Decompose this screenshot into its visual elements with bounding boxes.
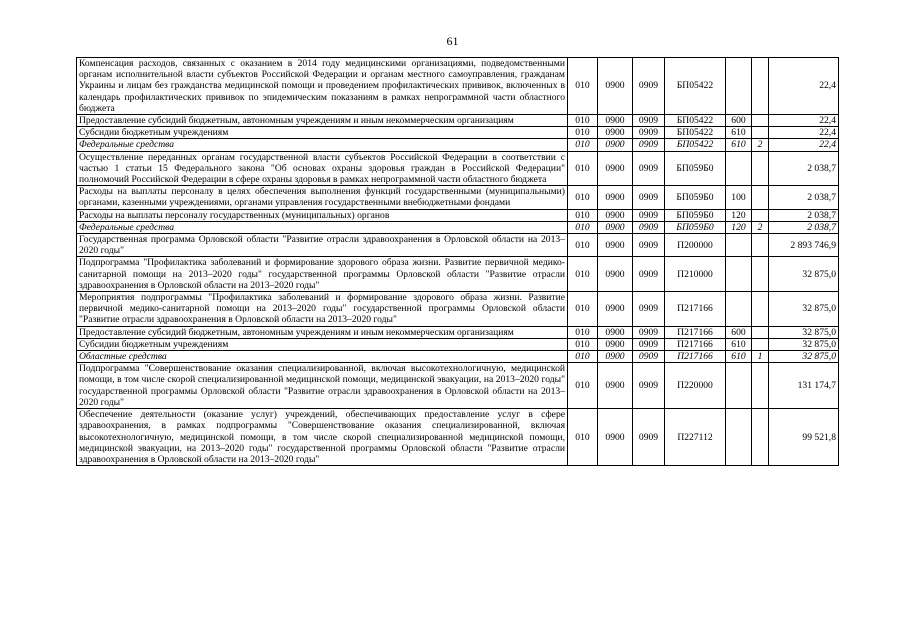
row-name-cell: Подпрограмма "Совершенствование оказания специализированной, включая высокотехнологичную, медицинской помощи, в том числе скорой специализированной медицинской помощи, медицинской эвакуации, на 2013–2020 годы" государственной программы Орловской области "Развитие отрасли здравоохранения в Орловской области на 2013–2020 годы" bbox=[77, 363, 568, 409]
funding-source-cell bbox=[752, 363, 769, 409]
table-row bbox=[77, 186, 839, 209]
amount-cell: 32 875,0 bbox=[769, 292, 839, 327]
expense-type-cell bbox=[726, 409, 752, 466]
funding-source-cell bbox=[752, 234, 769, 257]
subsection-code-cell: 0909 bbox=[633, 363, 665, 409]
expense-type-cell bbox=[726, 257, 752, 292]
expense-type-cell bbox=[726, 234, 752, 257]
row-name-cell: Компенсация расходов, связанных с оказанием в 2014 году медицинскими организациями, подведомственными органам исполнительной власти субъектов Российской Федерации и органам местного самоуправления, гражданам Украины и лицам без гражданства медицинской помощи и проведением профилактических прививок, включенных в календарь профилактических прививок по эпидемическим показаниям в рамках непрограммной части областного бюджета bbox=[77, 58, 568, 115]
subsection-code-cell: 0909 bbox=[633, 139, 665, 151]
section-code-cell: 0900 bbox=[598, 363, 633, 409]
expense-type-cell: 610 bbox=[726, 139, 752, 151]
table-row bbox=[77, 257, 839, 292]
target-item-cell: П217166 bbox=[665, 351, 726, 363]
section-code-cell: 0900 bbox=[598, 186, 633, 209]
section-code-cell: 0900 bbox=[598, 58, 633, 115]
row-name-cell: Подпрограмма "Профилактика заболеваний и формирование здорового образа жизни. Развитие первичной медико-санитарной помощи на 2013–2020 годы" государственной программы Орловской области "Развитие отрасли здравоохранения в Орловской области на 2013–2020 годы" bbox=[77, 257, 568, 292]
target-item-cell: БП05422 bbox=[665, 139, 726, 151]
expense-type-cell: 120 bbox=[726, 209, 752, 221]
table-row bbox=[77, 115, 839, 127]
subsection-code-cell: 0909 bbox=[633, 234, 665, 257]
admin-code-cell: 010 bbox=[568, 338, 598, 350]
funding-source-cell bbox=[752, 127, 769, 139]
amount-cell: 32 875,0 bbox=[769, 338, 839, 350]
section-code-cell: 0900 bbox=[598, 409, 633, 466]
target-item-cell: П217166 bbox=[665, 326, 726, 338]
section-code-cell: 0900 bbox=[598, 326, 633, 338]
table-row bbox=[77, 292, 839, 327]
table-row bbox=[77, 363, 839, 409]
table-row bbox=[77, 139, 839, 151]
admin-code-cell: 010 bbox=[568, 363, 598, 409]
amount-cell: 22,4 bbox=[769, 115, 839, 127]
admin-code-cell: 010 bbox=[568, 151, 598, 186]
amount-cell: 22,4 bbox=[769, 127, 839, 139]
table-row bbox=[77, 234, 839, 257]
expense-type-cell: 600 bbox=[726, 326, 752, 338]
table-row bbox=[77, 58, 839, 115]
admin-code-cell: 010 bbox=[568, 292, 598, 327]
row-name-cell: Мероприятия подпрограммы "Профилактика заболеваний и формирование здорового образа жизни. Развитие первичной медико-санитарной помощи на 2013–2020 годы" государственной программы Орловской области "Развитие отрасли здравоохранения в Орловской области на 2013–2020 годы" bbox=[77, 292, 568, 327]
target-item-cell: П217166 bbox=[665, 338, 726, 350]
subsection-code-cell: 0909 bbox=[633, 409, 665, 466]
admin-code-cell: 010 bbox=[568, 127, 598, 139]
amount-cell: 32 875,0 bbox=[769, 351, 839, 363]
admin-code-cell: 010 bbox=[568, 186, 598, 209]
section-code-cell: 0900 bbox=[598, 257, 633, 292]
expense-type-cell bbox=[726, 58, 752, 115]
amount-cell: 22,4 bbox=[769, 139, 839, 151]
budget-table bbox=[76, 57, 839, 466]
amount-cell: 2 893 746,9 bbox=[769, 234, 839, 257]
admin-code-cell: 010 bbox=[568, 351, 598, 363]
expense-type-cell: 100 bbox=[726, 186, 752, 209]
section-code-cell: 0900 bbox=[598, 221, 633, 233]
section-code-cell: 0900 bbox=[598, 234, 633, 257]
amount-cell: 99 521,8 bbox=[769, 409, 839, 466]
table-row bbox=[77, 326, 839, 338]
funding-source-cell bbox=[752, 292, 769, 327]
row-name-cell: Областные средства bbox=[77, 351, 568, 363]
admin-code-cell: 010 bbox=[568, 409, 598, 466]
row-name-cell: Федеральные средства bbox=[77, 139, 568, 151]
subsection-code-cell: 0909 bbox=[633, 58, 665, 115]
table-row bbox=[77, 409, 839, 466]
row-name-cell: Субсидии бюджетным учреждениям bbox=[77, 127, 568, 139]
expense-type-cell bbox=[726, 151, 752, 186]
subsection-code-cell: 0909 bbox=[633, 292, 665, 327]
subsection-code-cell: 0909 bbox=[633, 209, 665, 221]
subsection-code-cell: 0909 bbox=[633, 257, 665, 292]
expense-type-cell: 610 bbox=[726, 338, 752, 350]
target-item-cell: П227112 bbox=[665, 409, 726, 466]
admin-code-cell: 010 bbox=[568, 209, 598, 221]
admin-code-cell: 010 bbox=[568, 221, 598, 233]
table-row bbox=[77, 351, 839, 363]
section-code-cell: 0900 bbox=[598, 292, 633, 327]
target-item-cell: БП059Б0 bbox=[665, 186, 726, 209]
subsection-code-cell: 0909 bbox=[633, 127, 665, 139]
row-name-cell: Предоставление субсидий бюджетным, автономным учреждениям и иным некоммерческим организациям bbox=[77, 326, 568, 338]
subsection-code-cell: 0909 bbox=[633, 115, 665, 127]
table-row bbox=[77, 127, 839, 139]
row-name-cell: Расходы на выплаты персоналу государственных (муниципальных) органов bbox=[77, 209, 568, 221]
admin-code-cell: 010 bbox=[568, 326, 598, 338]
subsection-code-cell: 0909 bbox=[633, 326, 665, 338]
section-code-cell: 0900 bbox=[598, 139, 633, 151]
row-name-cell: Федеральные средства bbox=[77, 221, 568, 233]
expense-type-cell: 610 bbox=[726, 351, 752, 363]
target-item-cell: БП05422 bbox=[665, 58, 726, 115]
amount-cell: 32 875,0 bbox=[769, 326, 839, 338]
page-number: 61 bbox=[446, 34, 459, 48]
subsection-code-cell: 0909 bbox=[633, 338, 665, 350]
row-name-cell: Обеспечение деятельности (оказание услуг) учреждений, обеспечивающих предоставление услуг в сфере здравоохранения, в рамках подпрограммы "Совершенствование оказания специализированной, включая высокотехнологичную, медицинской помощи, в том числе скорой специализированной медицинской помощи, медицинской эвакуации, на 2013–2020 годы" государственной программы Орловской области "Развитие отрасли здравоохранения в Орловской области на 2013–2020 годы" bbox=[77, 409, 568, 466]
target-item-cell: П200000 bbox=[665, 234, 726, 257]
admin-code-cell: 010 bbox=[568, 58, 598, 115]
admin-code-cell: 010 bbox=[568, 257, 598, 292]
row-name-cell: Осуществление переданных органам государственной власти субъектов Российской Федерации в соответствии с частью 1 статьи 15 Федерального закона "Об основах охраны здоровья граждан в Российской Федерации" полномочий Российской Федерации в сфере охраны здоровья в рамках непрограммной части областного бюджета bbox=[77, 151, 568, 186]
funding-source-cell bbox=[752, 115, 769, 127]
target-item-cell: П220000 bbox=[665, 363, 726, 409]
amount-cell: 2 038,7 bbox=[769, 151, 839, 186]
target-item-cell: П217166 bbox=[665, 292, 726, 327]
funding-source-cell bbox=[752, 326, 769, 338]
funding-source-cell bbox=[752, 186, 769, 209]
target-item-cell: БП059Б0 bbox=[665, 221, 726, 233]
expense-type-cell bbox=[726, 363, 752, 409]
target-item-cell: БП059Б0 bbox=[665, 151, 726, 186]
table-row bbox=[77, 338, 839, 350]
funding-source-cell: 2 bbox=[752, 139, 769, 151]
row-name-cell: Государственная программа Орловской области "Развитие отрасли здравоохранения в Орловской области на 2013–2020 годы" bbox=[77, 234, 568, 257]
funding-source-cell bbox=[752, 409, 769, 466]
subsection-code-cell: 0909 bbox=[633, 186, 665, 209]
section-code-cell: 0900 bbox=[598, 351, 633, 363]
section-code-cell: 0900 bbox=[598, 115, 633, 127]
row-name-cell: Расходы на выплаты персоналу в целях обеспечения выполнения функций государственными (муниципальными) органами, казенными учреждениями, органами управления государственными внебюджетными фондами bbox=[77, 186, 568, 209]
expense-type-cell bbox=[726, 292, 752, 327]
funding-source-cell bbox=[752, 209, 769, 221]
funding-source-cell: 1 bbox=[752, 351, 769, 363]
target-item-cell: П210000 bbox=[665, 257, 726, 292]
amount-cell: 2 038,7 bbox=[769, 209, 839, 221]
table-row bbox=[77, 151, 839, 186]
section-code-cell: 0900 bbox=[598, 127, 633, 139]
row-name-cell: Субсидии бюджетным учреждениям bbox=[77, 338, 568, 350]
amount-cell: 32 875,0 bbox=[769, 257, 839, 292]
target-item-cell: БП059Б0 bbox=[665, 209, 726, 221]
table-row bbox=[77, 209, 839, 221]
admin-code-cell: 010 bbox=[568, 234, 598, 257]
row-name-cell: Предоставление субсидий бюджетным, автономным учреждениям и иным некоммерческим организациям bbox=[77, 115, 568, 127]
amount-cell: 131 174,7 bbox=[769, 363, 839, 409]
target-item-cell: БП05422 bbox=[665, 127, 726, 139]
expense-type-cell: 610 bbox=[726, 127, 752, 139]
subsection-code-cell: 0909 bbox=[633, 221, 665, 233]
funding-source-cell bbox=[752, 257, 769, 292]
subsection-code-cell: 0909 bbox=[633, 151, 665, 186]
admin-code-cell: 010 bbox=[568, 139, 598, 151]
amount-cell: 2 038,7 bbox=[769, 221, 839, 233]
amount-cell: 22,4 bbox=[769, 58, 839, 115]
funding-source-cell: 2 bbox=[752, 221, 769, 233]
funding-source-cell bbox=[752, 58, 769, 115]
target-item-cell: БП05422 bbox=[665, 115, 726, 127]
section-code-cell: 0900 bbox=[598, 209, 633, 221]
amount-cell: 2 038,7 bbox=[769, 186, 839, 209]
funding-source-cell bbox=[752, 338, 769, 350]
section-code-cell: 0900 bbox=[598, 151, 633, 186]
table-row bbox=[77, 221, 839, 233]
subsection-code-cell: 0909 bbox=[633, 351, 665, 363]
expense-type-cell: 120 bbox=[726, 221, 752, 233]
admin-code-cell: 010 bbox=[568, 115, 598, 127]
section-code-cell: 0900 bbox=[598, 338, 633, 350]
funding-source-cell bbox=[752, 151, 769, 186]
expense-type-cell: 600 bbox=[726, 115, 752, 127]
